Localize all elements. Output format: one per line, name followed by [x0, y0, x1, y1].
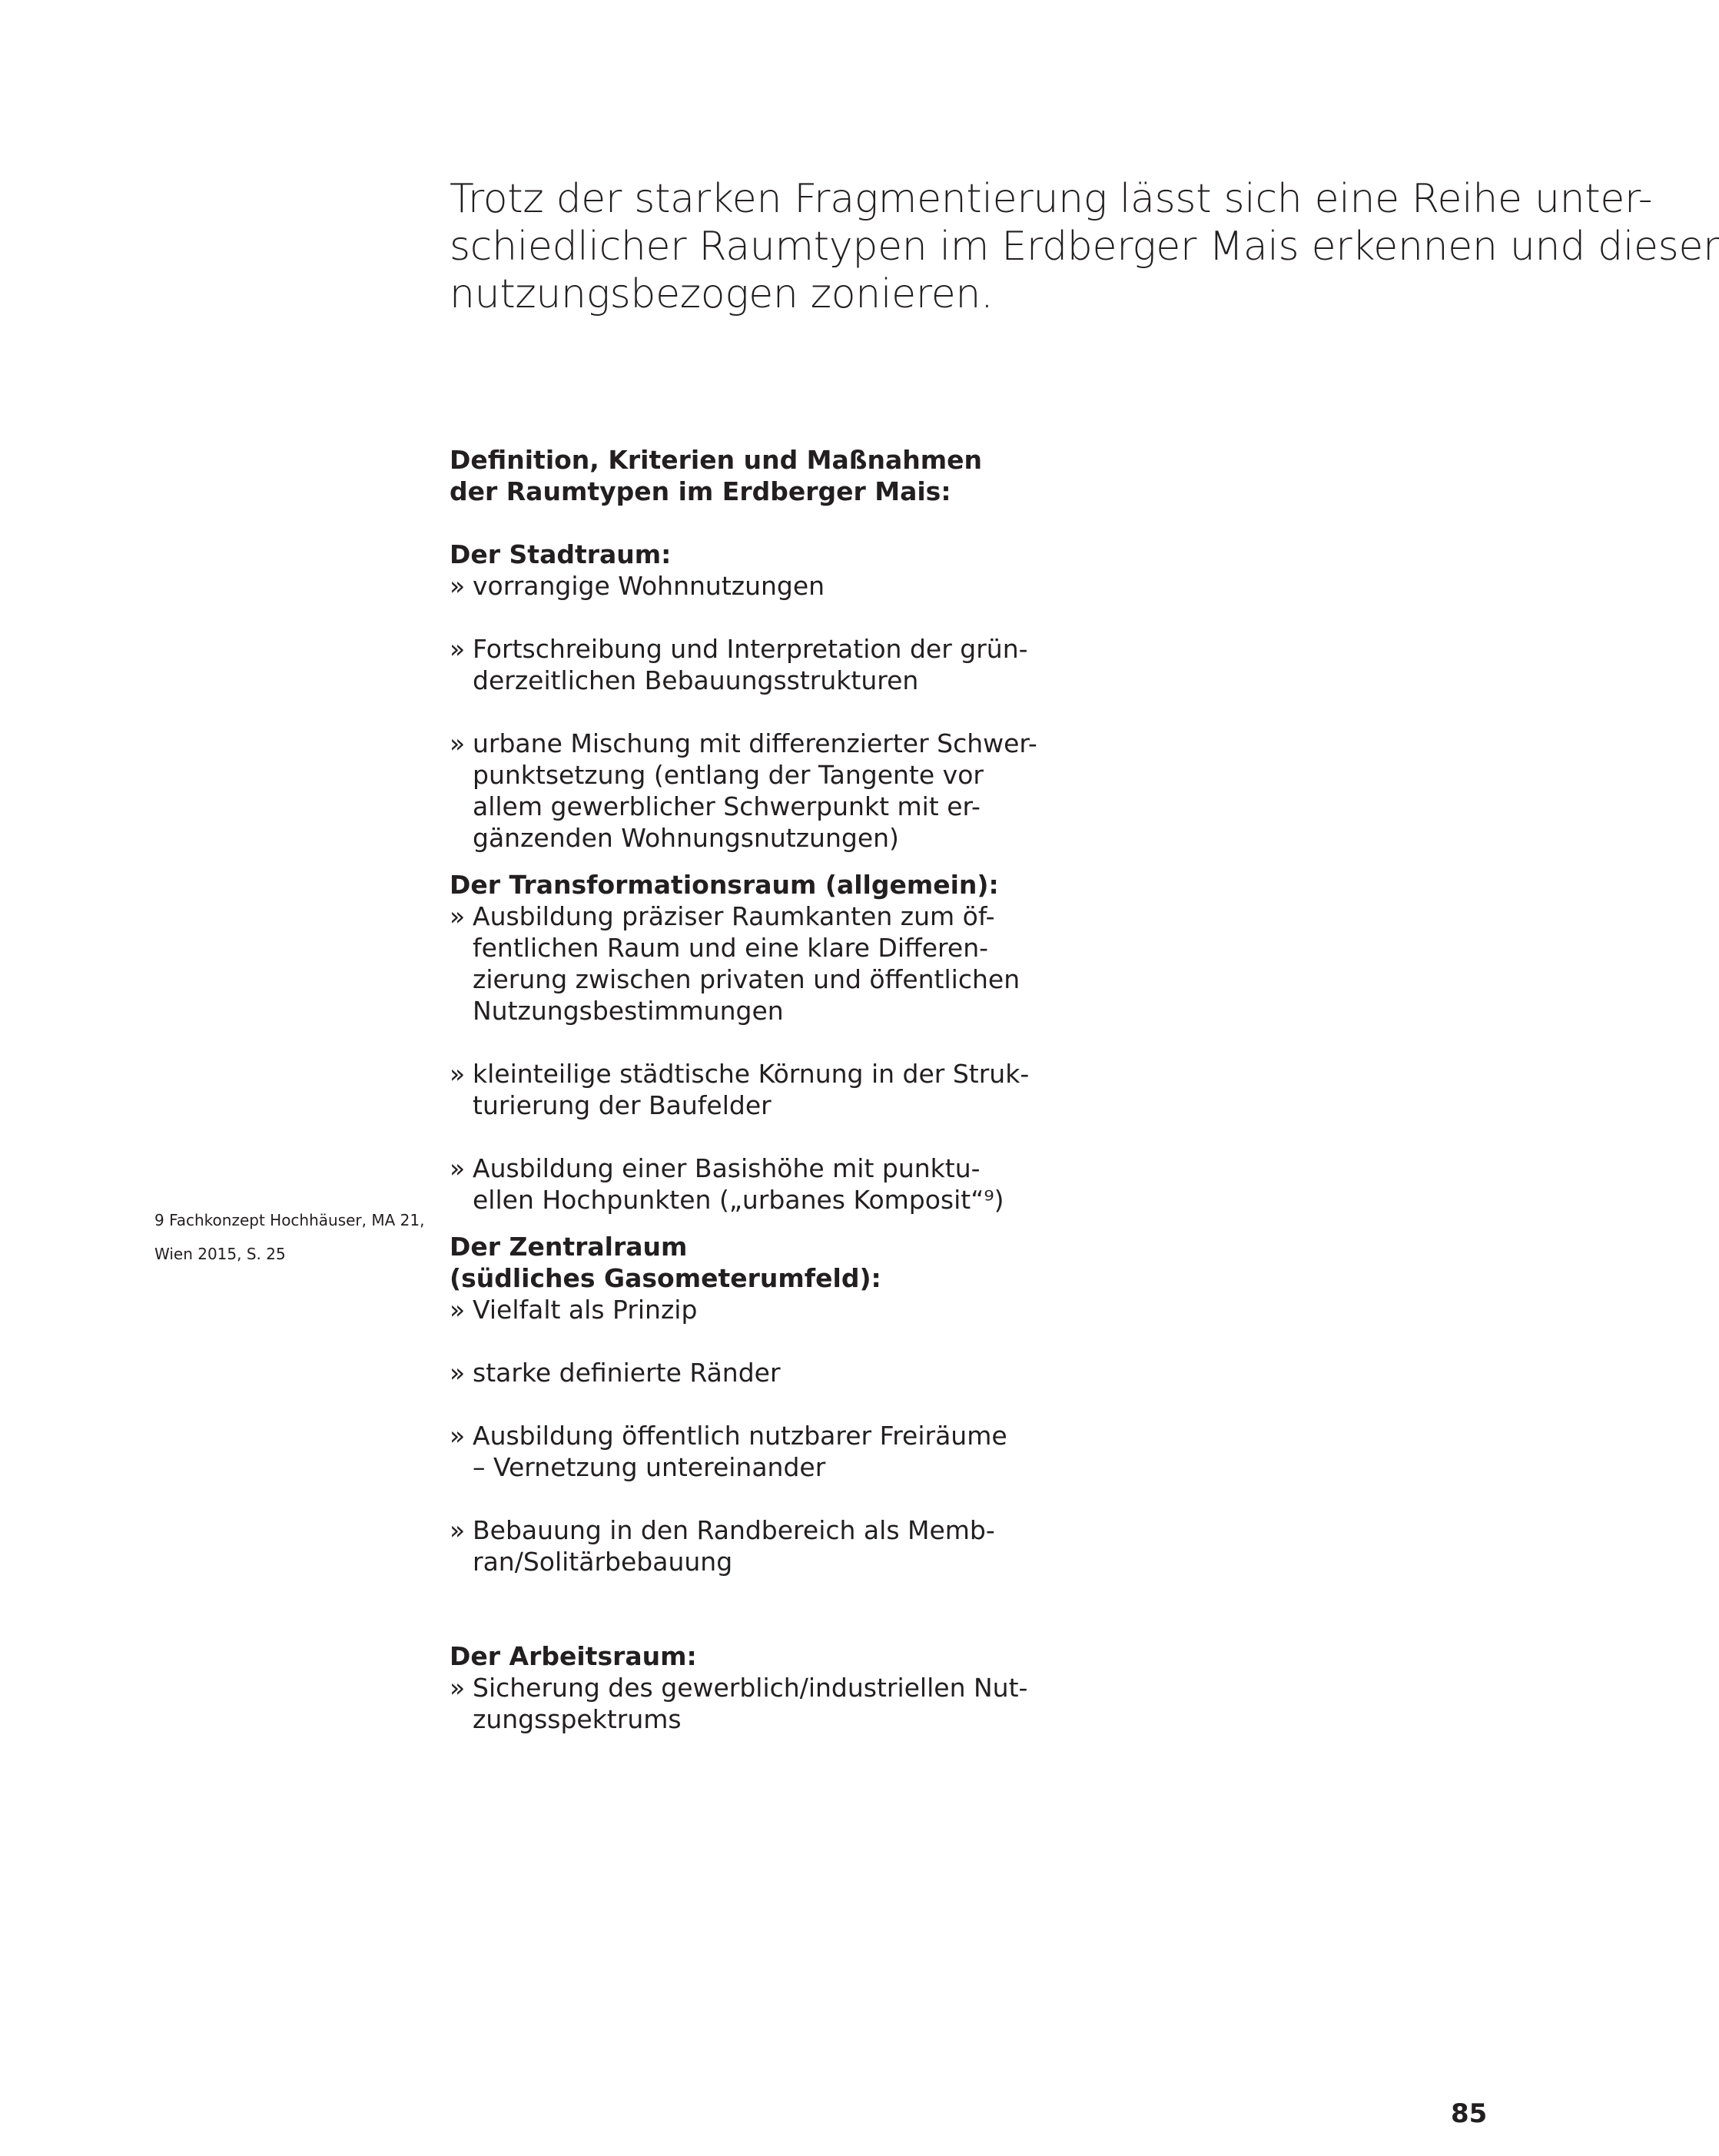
- bullet-icon: »: [450, 634, 466, 664]
- list-item: [450, 1420, 1007, 1483]
- list-item-line: punktsetzung (entlang der Tangente vor: [473, 760, 984, 790]
- footnote: [154, 1203, 424, 1271]
- list-item: [450, 1294, 972, 1325]
- main-heading-line: der Raumtypen im Erdberger Mais:: [450, 476, 951, 506]
- main-heading-line: Definition, Kriterien und Maßnahmen: [450, 445, 983, 475]
- section-heading-arbeitsraum: [450, 1640, 972, 1672]
- main-heading: [450, 444, 983, 507]
- footnote-line: Wien 2015, S. 25: [154, 1245, 286, 1263]
- list-item-line: Ausbildung präziser Raumkanten zum öf-: [473, 901, 995, 931]
- list-item-line: urbane Mischung mit differenzierter Schwer-: [473, 728, 1037, 758]
- section-heading-label: Der Transformationsraum (allgemein):: [450, 870, 999, 900]
- list-item-line: Ausbildung einer Basishöhe mit punktu-: [473, 1153, 981, 1183]
- list-item-line: ellen Hochpunkten („urbanes Komposit“⁹): [473, 1185, 1004, 1215]
- list-item: [450, 1672, 1028, 1735]
- list-item-line: Nutzungsbestimmungen: [473, 996, 784, 1026]
- list-item-line: Sicherung des gewerblich/industriellen Nut-: [473, 1673, 1028, 1703]
- footnote-line: 9 Fachkonzept Hochhäuser, MA 21,: [154, 1211, 425, 1229]
- section-heading-transformationsraum: [450, 869, 999, 901]
- list-item: [450, 901, 1020, 1027]
- section-heading-label: Der Zentralraum: [450, 1232, 688, 1262]
- list-item-line: ran/Solitärbebauung: [473, 1547, 733, 1577]
- intro-line: schiedlicher Raumtypen im Erdberger Mais erkennen und dieser: [450, 224, 1719, 270]
- list-item-line: allem gewerblicher Schwerpunkt mit er-: [473, 791, 981, 821]
- list-item: [450, 1357, 972, 1388]
- intro-line: Trotz der starken Fragmentierung lässt sich eine Reihe unter-: [450, 176, 1653, 222]
- section-heading-stadtraum: [450, 539, 972, 570]
- intro-paragraph: [450, 175, 1719, 318]
- list-item-line: – Vernetzung untereinander: [473, 1452, 826, 1482]
- list-item-line: fentlichen Raum und eine klare Differen-: [473, 933, 989, 963]
- section-heading-zentralraum: [450, 1231, 972, 1294]
- bullet-icon: »: [450, 1059, 466, 1089]
- list-item: [450, 633, 1028, 696]
- list-item-line: kleinteilige städtische Körnung in der Struk-: [473, 1059, 1030, 1089]
- list-item: [450, 570, 972, 602]
- bullet-icon: »: [450, 1295, 466, 1325]
- section-heading-label: Der Arbeitsraum:: [450, 1641, 697, 1671]
- list-item-line: Ausbildung öffentlich nutzbarer Freiräume: [473, 1421, 1007, 1451]
- bullet-icon: »: [450, 1421, 466, 1451]
- section-heading-label: Der Stadtraum:: [450, 539, 672, 569]
- intro-line: nutzungsbezogen zonieren.: [450, 271, 994, 317]
- list-item-line: Vielfalt als Prinzip: [473, 1295, 698, 1325]
- list-item-line: vorrangige Wohnnutzungen: [473, 571, 825, 601]
- list-item-line: turierung der Baufelder: [473, 1090, 772, 1120]
- bullet-icon: »: [450, 901, 466, 931]
- list-item-line: derzeitlichen Bebauungsstrukturen: [473, 665, 919, 695]
- list-item: [450, 1514, 995, 1577]
- list-item: [450, 1058, 1030, 1121]
- list-item-line: gänzenden Wohnungsnutzungen): [473, 823, 899, 853]
- list-item-line: zungsspektrums: [473, 1704, 682, 1734]
- page-number: 85: [1451, 2098, 1488, 2129]
- bullet-icon: »: [450, 728, 466, 758]
- list-item-line: Fortschreibung und Interpretation der grün-: [473, 634, 1028, 664]
- bullet-icon: »: [450, 571, 466, 601]
- list-item-line: starke definierte Ränder: [473, 1358, 781, 1388]
- bullet-icon: »: [450, 1358, 466, 1388]
- list-item-line: zierung zwischen privaten und öffentlichen: [473, 964, 1020, 994]
- bullet-icon: »: [450, 1515, 466, 1545]
- bullet-icon: »: [450, 1153, 466, 1183]
- list-item: [450, 728, 1037, 854]
- list-item-line: Bebauung in den Randbereich als Memb-: [473, 1515, 995, 1545]
- definitions-column: [450, 444, 1037, 1735]
- bullet-icon: »: [450, 1673, 466, 1703]
- section-heading-label: (südliches Gasometerumfeld):: [450, 1263, 881, 1293]
- list-item: [450, 1153, 1004, 1216]
